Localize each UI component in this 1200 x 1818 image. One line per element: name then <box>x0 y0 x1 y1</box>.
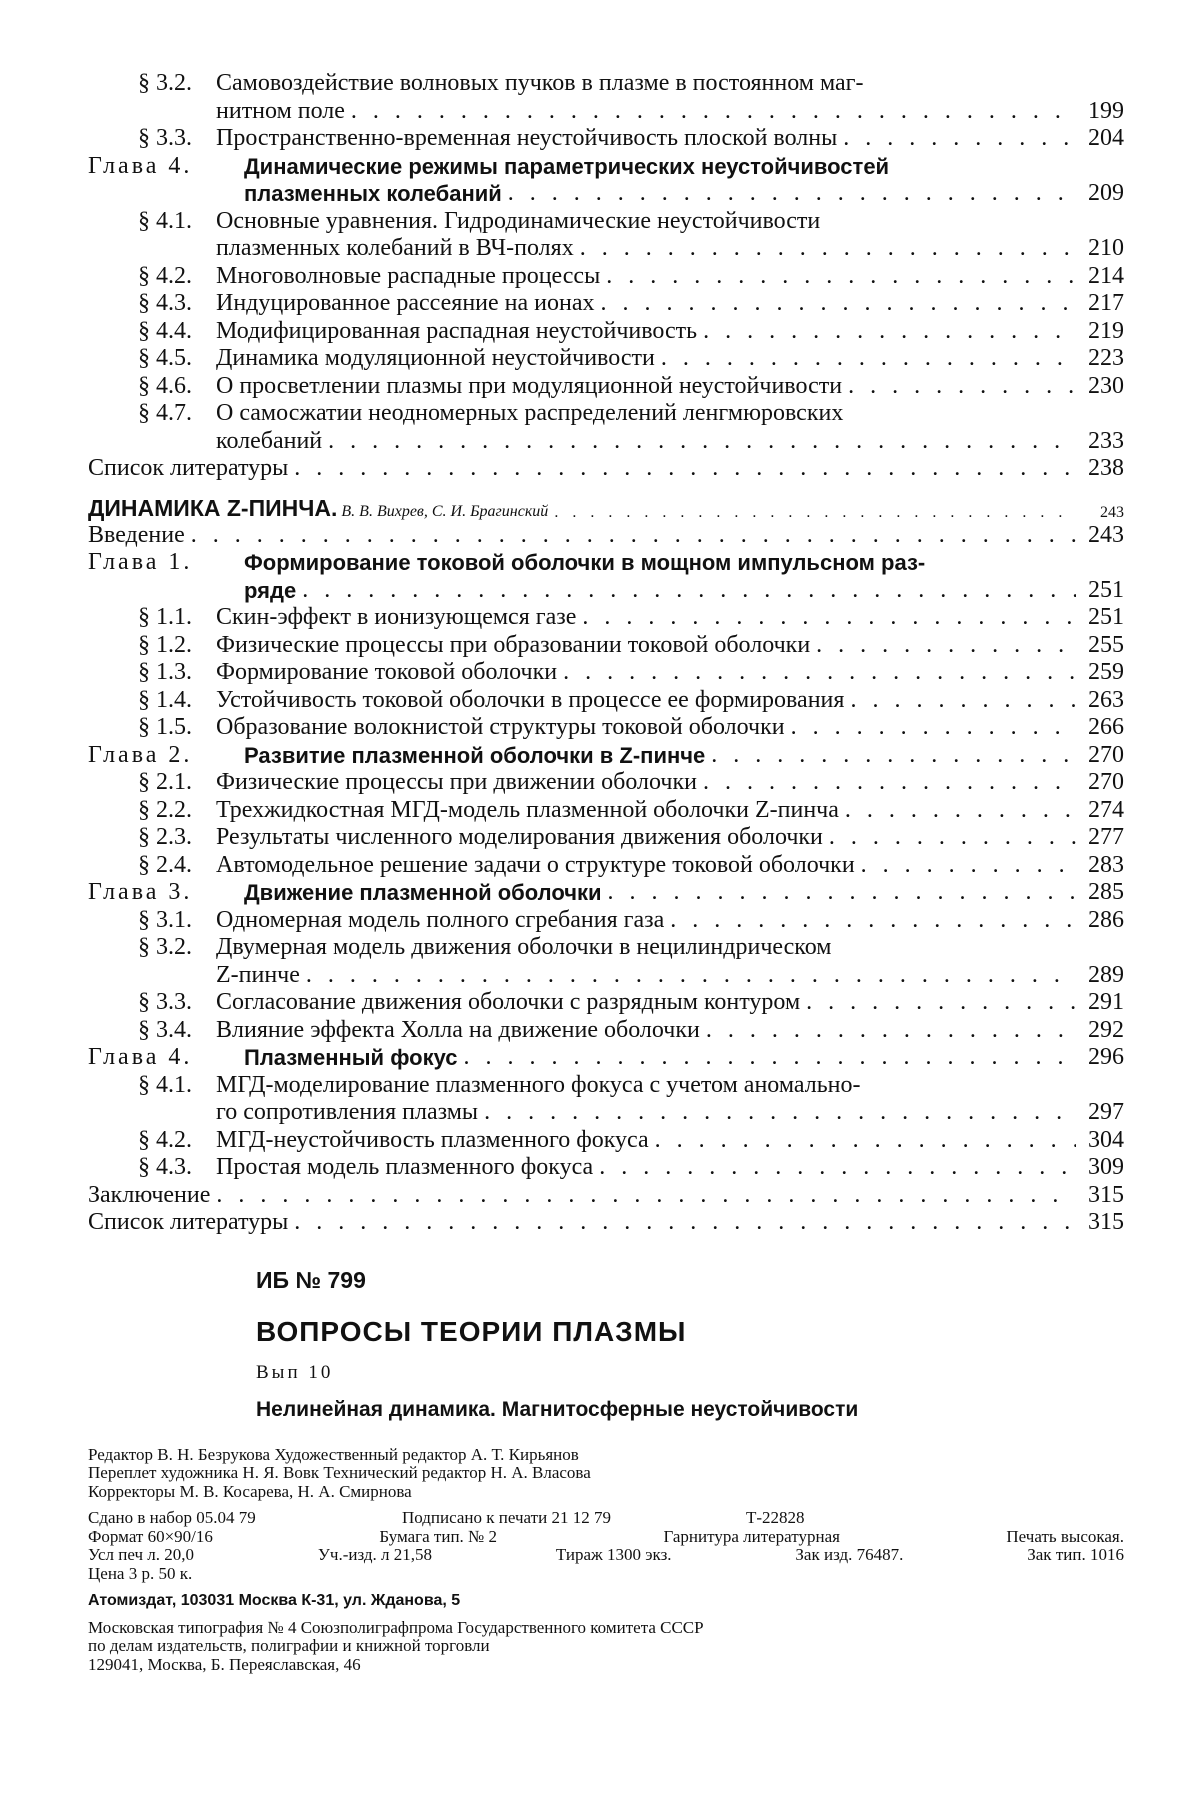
print-row <box>88 1509 1124 1528</box>
toc-title: Заключение <box>88 1181 211 1208</box>
toc-title: Простая модель плазменного фокуса <box>216 1154 594 1180</box>
toc-entry <box>88 907 1124 935</box>
toc-title: Двумерная модель движения оболочки в нецилиндрическом <box>216 934 832 960</box>
toc-page: 219 <box>1088 317 1124 344</box>
print-cell: Подписано к печати 21 12 79 <box>402 1508 611 1527</box>
toc-number: Глава 4. <box>88 1044 193 1070</box>
toc-number: § 4.1. <box>138 1071 192 1098</box>
page <box>88 70 1124 1682</box>
toc-number: § 4.4. <box>138 317 192 344</box>
toc-title: Одномерная модель полного сгребания газа <box>216 906 665 933</box>
print-cell: Формат 60×90/16 <box>88 1526 213 1546</box>
toc-page: 209 <box>1088 180 1124 206</box>
toc-entry <box>88 290 1124 318</box>
toc-page: 233 <box>1088 427 1124 454</box>
toc-number: § 2.1. <box>138 769 192 795</box>
print-cell: Тираж 1300 экз. <box>555 1545 672 1564</box>
toc-page: 304 <box>1088 1126 1124 1153</box>
print-row <box>88 1528 1124 1547</box>
print-cell: Зак изд. 76487. <box>795 1545 904 1564</box>
toc-entry <box>88 879 1124 907</box>
toc-entry-continuation <box>88 98 1124 126</box>
toc-title: Влияние эффекта Холла на движение оболочки <box>216 1016 700 1043</box>
toc-number: Глава 4. <box>88 152 193 179</box>
toc-page: 204 <box>1088 125 1124 151</box>
toc-number: § 3.1. <box>138 906 192 933</box>
toc-entry-continuation <box>88 428 1124 456</box>
imprint <box>88 1446 1124 1675</box>
printer-line: 129041, Москва, Б. Переяславская, 46 <box>88 1654 361 1674</box>
toc-page: 270 <box>1088 769 1124 795</box>
toc-title: нитном поле <box>216 97 345 124</box>
toc-page: 270 <box>1088 741 1124 768</box>
toc-number: § 4.5. <box>138 345 192 371</box>
toc-number: Глава 2. <box>88 741 193 768</box>
toc-number: § 3.2. <box>138 70 192 96</box>
toc-entry <box>88 1209 1124 1237</box>
toc-entry <box>88 989 1124 1017</box>
toc-entry <box>88 318 1124 346</box>
toc-title: Список литературы <box>88 1209 289 1235</box>
toc-title: Развитие плазменной оболочки в Z-пинче <box>244 742 706 768</box>
toc-entry <box>88 742 1124 770</box>
toc-entry <box>88 1127 1124 1155</box>
toc-page: 297 <box>1088 1099 1124 1125</box>
toc-page: 289 <box>1088 961 1124 988</box>
print-details <box>88 1509 1124 1583</box>
toc-title: плазменных колебаний в ВЧ-полях <box>216 235 574 261</box>
toc-page: 255 <box>1088 631 1124 658</box>
toc-page: 296 <box>1088 1044 1124 1070</box>
toc-number: § 2.3. <box>138 824 192 850</box>
toc-page: 291 <box>1088 989 1124 1015</box>
toc-entry <box>88 824 1124 852</box>
toc-title: Основные уравнения. Гидродинамические неустойчивости <box>216 207 821 234</box>
toc-title: Самовоздействие волновых пучков в плазме в постоянном маг- <box>216 70 864 96</box>
toc-number: Глава 3. <box>88 879 193 905</box>
toc-number: § 3.4. <box>138 1016 192 1043</box>
print-cell: Уч.-изд. л 21,58 <box>317 1545 433 1564</box>
toc-title: ряде <box>244 577 297 603</box>
toc-page: 259 <box>1088 659 1124 685</box>
staff-line: Редактор В. Н. Безрукова Художественный редактор А. Т. Кирьянов <box>88 1444 579 1464</box>
toc-page: 210 <box>1088 235 1124 261</box>
toc-entry <box>88 852 1124 880</box>
toc-page: 214 <box>1088 262 1124 289</box>
toc-title: Введение <box>88 521 185 548</box>
toc-title: О самосжатии неодномерных распределений ленгмюровских <box>216 400 844 426</box>
toc-page: 263 <box>1088 686 1124 713</box>
toc-page: 251 <box>1088 604 1124 630</box>
toc-entry <box>88 70 1124 98</box>
toc-page: 274 <box>1088 796 1124 823</box>
price: Цена 3 р. 50 к. <box>88 1563 193 1583</box>
toc-entry <box>88 632 1124 660</box>
toc-page: 292 <box>1088 1016 1124 1043</box>
toc-entry <box>88 714 1124 742</box>
toc-title: го сопротивления плазмы <box>216 1099 479 1125</box>
toc-page: 199 <box>1088 97 1124 124</box>
part-page: 243 <box>1100 503 1124 521</box>
toc-entry-continuation <box>88 235 1124 263</box>
toc-title: Динамические режимы параметрических неустойчивостей <box>244 153 890 179</box>
printer-line: по делам издательств, полиграфии и книжной торговли <box>88 1636 490 1655</box>
toc-page: 315 <box>1088 1209 1124 1235</box>
toc-number: § 1.5. <box>138 714 192 740</box>
toc-page: 309 <box>1088 1154 1124 1180</box>
toc-entry <box>88 1154 1124 1182</box>
print-cell: Печать высокая. <box>1006 1526 1124 1546</box>
toc-number: § 1.3. <box>138 659 192 685</box>
printer <box>88 1619 1124 1675</box>
toc-number: § 4.2. <box>138 262 192 289</box>
print-cell: Зак тип. 1016 <box>1027 1545 1124 1564</box>
toc-page: 238 <box>1088 455 1124 481</box>
toc-entry <box>88 455 1124 483</box>
toc-title: Результаты численного моделирования движения оболочки <box>216 824 823 850</box>
toc-number: § 3.3. <box>138 989 192 1015</box>
toc-title: Список литературы <box>88 455 289 481</box>
toc-entry <box>88 659 1124 687</box>
print-cell: Т-22828 <box>746 1508 805 1527</box>
toc-page: 266 <box>1088 714 1124 740</box>
toc-title: плазменных колебаний <box>244 181 502 206</box>
toc-title: Устойчивость токовой оболочки в процессе ее формирования <box>216 686 845 713</box>
toc-page: 283 <box>1088 851 1124 878</box>
toc-number: Глава 1. <box>88 549 193 575</box>
toc-title: Динамика модуляционной неустойчивости <box>216 345 655 371</box>
toc-title: колебаний <box>216 427 323 454</box>
toc-entry <box>88 153 1124 181</box>
toc-page: 243 <box>1088 521 1124 548</box>
toc-title: Формирование токовой оболочки <box>216 659 558 685</box>
publisher: Атомиздат, 103031 Москва К-31, ул. Жданова, 5 <box>88 1592 461 1609</box>
toc-entry <box>88 687 1124 715</box>
toc-entry-continuation <box>88 962 1124 990</box>
toc-page: 251 <box>1088 576 1124 603</box>
staff-line: Корректоры М. В. Косарева, Н. А. Смирнова <box>88 1481 412 1501</box>
toc-title: Плазменный фокус <box>244 1045 458 1070</box>
toc-number: § 4.3. <box>138 290 192 316</box>
toc-number: § 2.2. <box>138 796 192 823</box>
colophon <box>88 1267 1124 1675</box>
toc-entry <box>88 934 1124 962</box>
toc-title: Автомодельное решение задачи о структуре токовой оболочки <box>216 851 855 878</box>
toc-title: Трехжидкостная МГД-модель плазменной оболочки Z-пинча <box>216 796 839 823</box>
toc-title: Физические процессы при движении оболочки <box>216 769 697 795</box>
toc-part-2 <box>88 522 1124 1237</box>
toc-entry <box>88 400 1124 428</box>
toc-page: 277 <box>1088 824 1124 850</box>
toc-entry <box>88 345 1124 373</box>
toc-title: Пространственно-временная неустойчивость плоской волны <box>216 125 838 151</box>
toc-entry-continuation <box>88 577 1124 605</box>
toc-number: § 4.2. <box>138 1126 192 1153</box>
toc-number: § 4.6. <box>138 372 192 399</box>
part-authors: В. В. Вихрев, С. И. Брагинский <box>341 502 549 520</box>
toc-title: Образование волокнистой структуры токовой оболочки <box>216 714 785 740</box>
print-cell: Усл печ л. 20,0 <box>88 1545 195 1564</box>
toc-entry <box>88 604 1124 632</box>
toc-entry-continuation <box>88 1099 1124 1127</box>
toc-number: § 4.1. <box>138 207 192 234</box>
toc-page: 230 <box>1088 372 1124 399</box>
toc-entry <box>88 373 1124 401</box>
part-heading <box>88 495 1124 522</box>
toc-number: § 1.4. <box>138 686 192 713</box>
print-cell: Гарнитура литературная <box>663 1526 840 1546</box>
toc-entry <box>88 1017 1124 1045</box>
toc-title: Согласование движения оболочки с разрядным контуром <box>216 989 801 1015</box>
toc-number: § 1.1. <box>138 604 192 630</box>
toc-title: Формирование токовой оболочки в мощном импульсном раз- <box>244 550 926 575</box>
toc-page: 217 <box>1088 290 1124 316</box>
toc-title: МГД-неустойчивость плазменного фокуса <box>216 1126 649 1153</box>
toc-page: 285 <box>1088 879 1124 905</box>
toc-title: Z-пинче <box>216 961 300 988</box>
toc-number: § 2.4. <box>138 851 192 878</box>
toc-entry <box>88 1072 1124 1100</box>
toc-entry <box>88 522 1124 550</box>
toc-title: О просветлении плазмы при модуляционной неустойчивости <box>216 372 843 399</box>
toc-page: 286 <box>1088 906 1124 933</box>
print-cell: Бумага тип. № 2 <box>379 1526 498 1546</box>
part-title: ДИНАМИКА Z-ПИНЧА. <box>88 494 338 521</box>
toc-title: Модифицированная распадная неустойчивость <box>216 317 698 344</box>
toc-title: Индуцированное рассеяние на ионах <box>216 290 595 316</box>
printer-line: Московская типография № 4 Союзполиграфпрома Государственного комитета СССР <box>88 1617 704 1637</box>
toc-title: Многоволновые распадные процессы <box>216 262 601 289</box>
toc-number: § 4.3. <box>138 1154 192 1180</box>
toc-entry <box>88 208 1124 236</box>
toc-entry <box>88 125 1124 153</box>
staff-line: Переплет художника Н. Я. Вовк Технический редактор Н. А. Власова <box>88 1463 591 1482</box>
toc-page: 223 <box>1088 345 1124 371</box>
print-row <box>88 1546 1124 1565</box>
toc-part-1 <box>88 70 1124 483</box>
toc-title: Скин-эффект в ионизующемся газе <box>216 604 577 630</box>
toc-title: МГД-моделирование плазменного фокуса с учетом аномально- <box>216 1071 861 1098</box>
issue-number: Вып 10 <box>256 1361 334 1383</box>
staff-credits <box>88 1446 1124 1502</box>
ib-number: ИБ № 799 <box>256 1266 366 1293</box>
toc-page: 315 <box>1088 1181 1124 1208</box>
toc-title: Физические процессы при образовании токовой оболочки <box>216 631 811 658</box>
toc-entry-continuation <box>88 180 1124 208</box>
print-cell: Сдано в набор 05.04 79 <box>88 1508 256 1527</box>
toc-number: § 1.2. <box>138 631 192 658</box>
toc-entry <box>88 549 1124 577</box>
toc-number: § 3.2. <box>138 934 192 960</box>
toc-entry <box>88 1044 1124 1072</box>
toc-entry <box>88 797 1124 825</box>
series-title: ВОПРОСЫ ТЕОРИИ ПЛАЗМЫ <box>256 1315 687 1347</box>
toc-entry <box>88 769 1124 797</box>
volume-subtitle: Нелинейная динамика. Магнитосферные неустойчивости <box>256 1397 859 1421</box>
toc-entry <box>88 1182 1124 1210</box>
toc-number: § 3.3. <box>138 125 192 151</box>
toc-title: Движение плазменной оболочки <box>244 880 602 905</box>
toc-entry <box>88 263 1124 291</box>
toc-number: § 4.7. <box>138 400 192 426</box>
